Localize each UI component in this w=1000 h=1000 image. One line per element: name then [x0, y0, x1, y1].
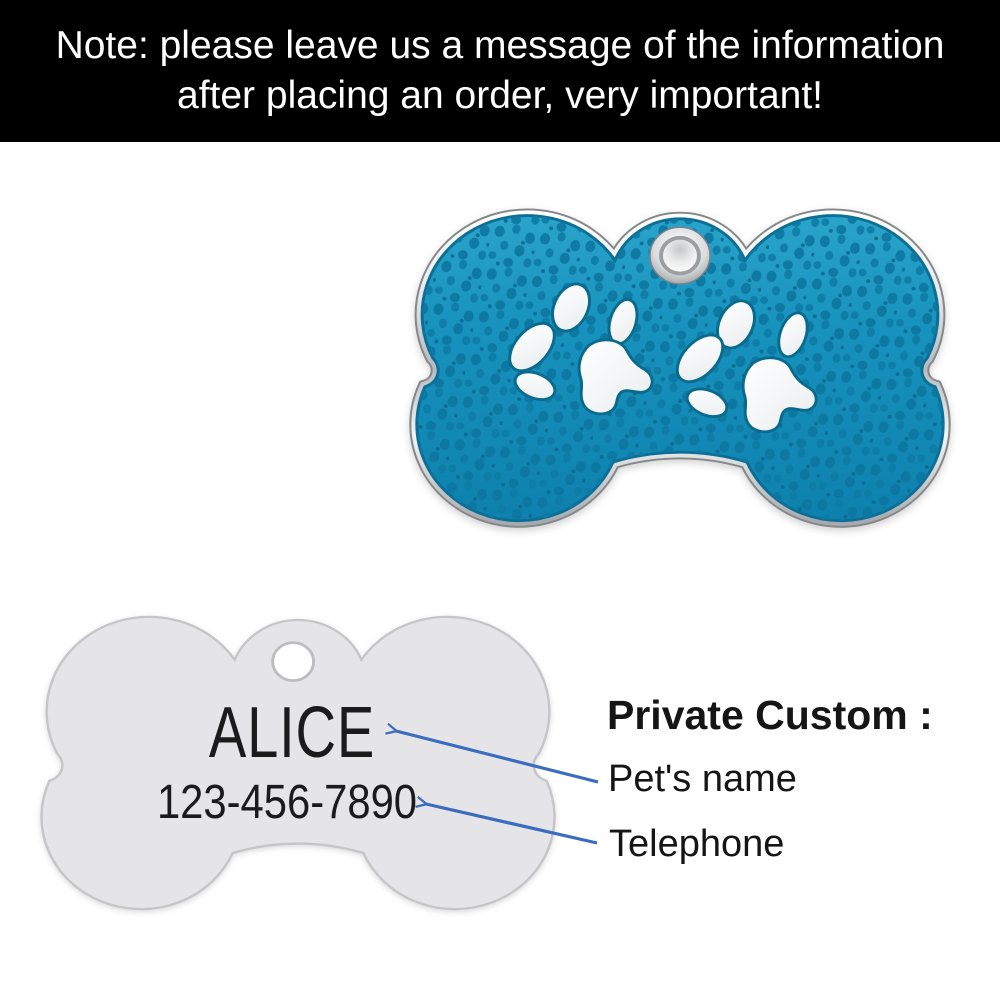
tag-eyelet-hole	[650, 227, 710, 284]
engraved-phone-number: 123-456-7890	[156, 776, 418, 829]
engraved-pet-name: ALICE	[208, 693, 376, 773]
pet-name-arrow	[396, 731, 598, 782]
annotation-arrows	[380, 700, 610, 860]
blue-bone-tag-photo	[403, 200, 957, 530]
telephone-arrow	[426, 804, 597, 843]
private-custom-heading: Private Custom :	[607, 692, 933, 738]
note-line-2: after placing an order, very important!	[177, 74, 823, 117]
note-line-1: Note: please leave us a message of the information	[55, 24, 945, 67]
telephone-label: Telephone	[609, 823, 785, 865]
pet-name-label: Pet's name	[608, 758, 797, 800]
sample-tag-hole	[273, 643, 314, 681]
note-banner	[0, 0, 1000, 142]
